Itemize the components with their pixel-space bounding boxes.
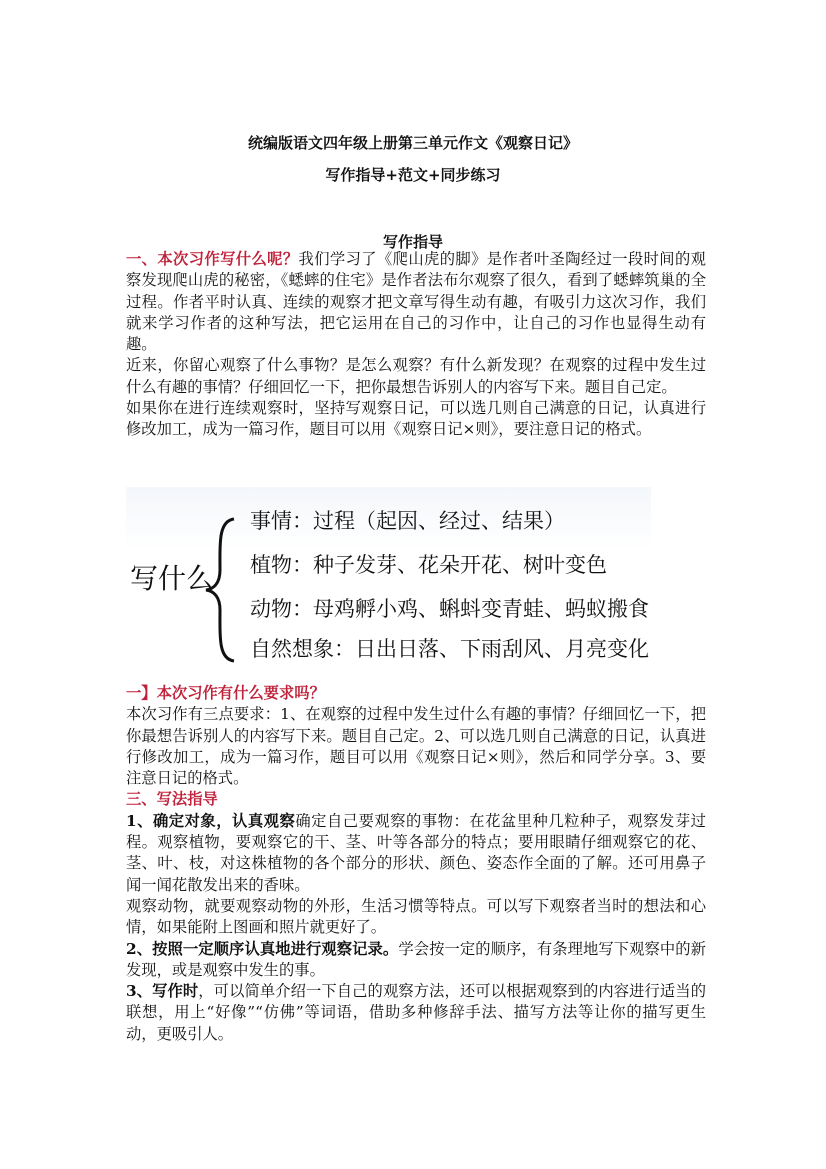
section-label: 一、本次习作写什么呢？	[126, 250, 299, 268]
section-label: 三、写法指导	[126, 790, 218, 809]
paragraph: 本次习作有三点要求：1、在观察的过程中发生过什么有趣的事情？仔细回忆一下，把你最想告诉别人的内容写下来。题目自己定。2、可以选几则自己满意的日记，认真进行修改加工，成为一篇习作，题目可以用《观察日记×则》，然后和同学分享。3、要注意日记的格式。	[126, 705, 706, 788]
paragraph: 如果你在进行连续观察时，坚持写观察日记，可以选几则自己满意的日记，认真进行修改加工，成为一篇习作，题目可以用《观察日记×则》，要注意日记的格式。	[126, 399, 706, 439]
paragraph: 近来，你留心观察了什么事物？是怎么观察？有什么新发现？在观察的过程中发生过什么有趣的事情？仔细回忆一下，把你最想告诉别人的内容写下来。题目自己定。	[126, 356, 706, 396]
diagram-item: 动物：母鸡孵小鸡、蝌蚪变青蛙、蚂蚁搬食	[250, 597, 649, 621]
paragraph	[126, 981, 706, 1045]
section-requirements-and-methods	[126, 683, 706, 1045]
paragraph: 观察动物，就要观察动物的外形，生活习惯等特点。可以写下观察者当时的想法和心情，如果能附上图画和照片就更好了。	[126, 896, 706, 937]
diagram-head: 写什么	[130, 562, 215, 595]
method-label: 1、确定对象，认真观察	[126, 811, 296, 830]
document-subtitle: 写作指导+范文+同步练习	[325, 166, 501, 184]
diagram-item: 植物：种子发芽、花朵开花、树叶变色	[250, 553, 607, 577]
method-label: 3、写作时	[126, 982, 199, 1001]
paragraph-text: 我们学习了《爬山虎的脚》是作者叶圣陶经过一段时间的观察发现爬山虎的秘密，《蟋蟀的住宅》是作者法布尔观察了很久，看到了蟋蟀筑巢的全过程。作者平时认真、连续的观察才把文章写得生动有趣，有吸引力这次习作，我们就来学习作者的这种写法，把它运用在自己的习作中，让自己的习作也显得生动有趣。	[126, 250, 706, 354]
diagram-item: 事情：过程（起因、经过、结果）	[250, 509, 565, 533]
document-title: 统编版语文四年级上册第三单元作文《观察日记》	[247, 134, 578, 152]
paragraph-text: 确定自己要观察的事物：在花盆里种几粒种子，观察发芽过程。观察植物，要观察它的干、茎、叶等各部分的特点；要用眼睛仔细观察它的花、茎、叶、枝，对这株植物的各个部分的形状、颜色、姿态作全面的了解。还可用鼻子闻一闻花散发出来的香味。	[126, 811, 706, 894]
paragraph	[126, 939, 706, 982]
section-label: 一】本次习作有什么要求吗？	[126, 684, 325, 702]
section-what-to-write	[126, 249, 706, 441]
paragraph-text: ，可以简单介绍一下自己的观察方法，还可以根据观察到的内容进行适当的联想，用上“好像”“仿佛”等词语，借助多种修辞手法、描写方法等让你的描写更生动，更吸引人。	[126, 982, 706, 1043]
method-label: 2、按照一定顺序认真地进行观察记录。	[126, 939, 399, 958]
brace-icon	[200, 515, 240, 665]
diagram-item: 自然想象：日出日落、下雨刮风、月亮变化	[250, 637, 649, 661]
paragraph-text: 学会按一定的顺序，有条理地写下观察中的新发现，或是观察中发生的事。	[126, 939, 706, 979]
section-heading: 写作指导	[382, 233, 443, 251]
what-to-write-diagram	[126, 487, 651, 667]
paragraph	[126, 811, 706, 896]
paragraph	[126, 249, 706, 355]
